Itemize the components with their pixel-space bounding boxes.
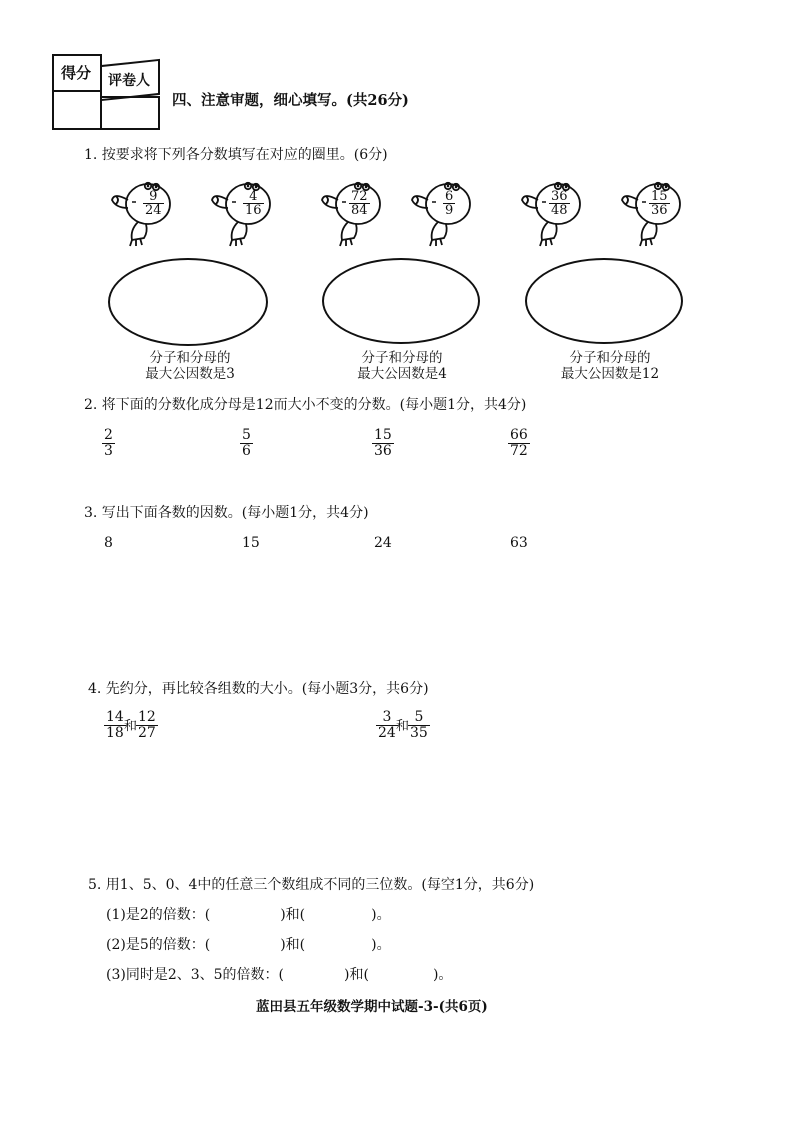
q4-prompt: 4. 先约分，再比较各组数的大小。(每小题3分，共6分) xyxy=(88,681,429,697)
grader-label: 评卷人 xyxy=(108,73,150,89)
fish-fraction xyxy=(243,190,264,217)
fish-fraction xyxy=(549,190,570,217)
numerator: 9 xyxy=(149,189,158,204)
numerator: 5 xyxy=(242,427,251,443)
score-value-cell[interactable] xyxy=(52,90,102,130)
circle-caption-2 xyxy=(342,350,462,382)
score-box xyxy=(52,48,160,130)
fish-card[interactable] xyxy=(108,178,174,248)
numerator: 14 xyxy=(106,709,124,725)
q5-item2-end: )。 xyxy=(371,937,391,953)
q4-pair2-fraction-a xyxy=(376,710,398,741)
q5-item1-mid: )和( xyxy=(280,907,306,923)
numerator: 2 xyxy=(104,427,113,443)
denominator: 48 xyxy=(551,203,568,218)
circle-caption-line1: 分子和分母的 xyxy=(149,350,231,366)
q4-pair1-connector: 和 xyxy=(124,719,138,734)
q5-item2-label: (2)是5的倍数：( xyxy=(106,937,211,953)
q4-pair2-connector: 和 xyxy=(396,719,410,734)
answer-circle-gcd-12[interactable] xyxy=(525,258,683,344)
q2-fraction-3 xyxy=(372,428,394,459)
answer-circle-gcd-3[interactable] xyxy=(108,258,268,346)
q3-number-2: 15 xyxy=(242,535,260,551)
numerator: 66 xyxy=(510,427,528,443)
q2-fraction-4 xyxy=(508,428,530,459)
fish-icon xyxy=(208,178,274,248)
q5-item2-mid: )和( xyxy=(280,937,306,953)
denominator: 36 xyxy=(374,443,392,459)
numerator: 5 xyxy=(414,709,424,725)
numerator: 72 xyxy=(351,189,368,204)
numerator: 36 xyxy=(551,189,568,204)
q4-pair1-fraction-a xyxy=(104,710,126,741)
q4-pair2-fraction-b xyxy=(408,710,430,741)
q3-number-4: 63 xyxy=(510,535,528,551)
q2-prompt: 2. 将下面的分数化成分母是12而大小不变的分数。(每小题1分，共4分) xyxy=(84,397,527,413)
q5-item-3 xyxy=(106,966,452,984)
fish-card[interactable] xyxy=(208,178,274,248)
numerator: 6 xyxy=(445,189,454,204)
numerator: 12 xyxy=(138,709,156,725)
denominator: 27 xyxy=(138,725,156,741)
denominator: 6 xyxy=(242,443,251,459)
circle-caption-line1: 分子和分母的 xyxy=(361,350,443,366)
q5-item3-end: )。 xyxy=(432,967,453,983)
q2-fraction-1 xyxy=(102,428,115,459)
denominator: 84 xyxy=(351,203,368,218)
q5-item1-end: )。 xyxy=(371,907,391,923)
fish-card[interactable] xyxy=(408,178,474,248)
denominator: 3 xyxy=(104,443,113,459)
circle-caption-1 xyxy=(130,350,250,382)
q3-prompt: 3. 写出下面各数的因数。(每小题1分，共4分) xyxy=(84,505,369,521)
numerator: 3 xyxy=(382,709,392,725)
numerator: 15 xyxy=(374,427,392,443)
fish-card[interactable] xyxy=(618,178,684,248)
denominator: 72 xyxy=(510,443,528,459)
circle-caption-3 xyxy=(548,350,672,382)
circle-caption-line2: 最大公因数是12 xyxy=(560,366,660,382)
score-label: 得分 xyxy=(61,64,92,82)
q5-item3-mid: )和( xyxy=(344,967,369,983)
q3-number-1: 8 xyxy=(104,535,113,551)
q1-prompt: 1. 按要求将下列各分数填写在对应的圈里。(6分) xyxy=(84,147,388,163)
answer-circle-gcd-4[interactable] xyxy=(322,258,480,344)
fish-icon xyxy=(108,178,174,248)
fish-icon xyxy=(408,178,474,248)
q4-pair1-fraction-b xyxy=(136,710,158,741)
q3-number-3: 24 xyxy=(374,535,392,551)
grader-value-cell[interactable] xyxy=(100,96,160,130)
fish-fraction xyxy=(349,190,370,217)
denominator: 24 xyxy=(378,725,396,741)
fish-card[interactable] xyxy=(318,178,384,248)
q5-prompt: 5. 用1、5、0、4中的任意三个数组成不同的三位数。(每空1分，共6分) xyxy=(88,877,535,893)
page-footer: 蓝田县五年级数学期中试题-3-(共6页) xyxy=(256,999,488,1015)
q2-fraction-2 xyxy=(240,428,253,459)
denominator: 35 xyxy=(410,725,428,741)
q5-item-2 xyxy=(106,936,391,954)
circle-caption-line2: 最大公因数是3 xyxy=(145,366,235,382)
q4-pair-2 xyxy=(376,710,456,746)
fish-fraction xyxy=(143,190,164,217)
denominator: 36 xyxy=(651,203,668,218)
fish-fraction xyxy=(649,190,670,217)
q5-item-1 xyxy=(106,906,391,924)
denominator: 18 xyxy=(106,725,124,741)
denominator: 9 xyxy=(445,203,454,218)
circle-caption-line2: 最大公因数是4 xyxy=(357,366,447,382)
fish-card[interactable] xyxy=(518,178,584,248)
circle-caption-line1: 分子和分母的 xyxy=(569,350,651,366)
numerator: 15 xyxy=(651,189,668,204)
q4-pair-1 xyxy=(104,710,184,746)
fish-fraction xyxy=(443,190,455,217)
q5-item3-label: (3)同时是2、3、5的倍数：( xyxy=(106,967,285,983)
denominator: 16 xyxy=(245,203,262,218)
section-title: 四、注意审题，细心填写。(共26分) xyxy=(172,92,409,109)
denominator: 24 xyxy=(145,203,162,218)
q5-item1-label: (1)是2的倍数：( xyxy=(106,907,211,923)
numerator: 4 xyxy=(249,189,258,204)
